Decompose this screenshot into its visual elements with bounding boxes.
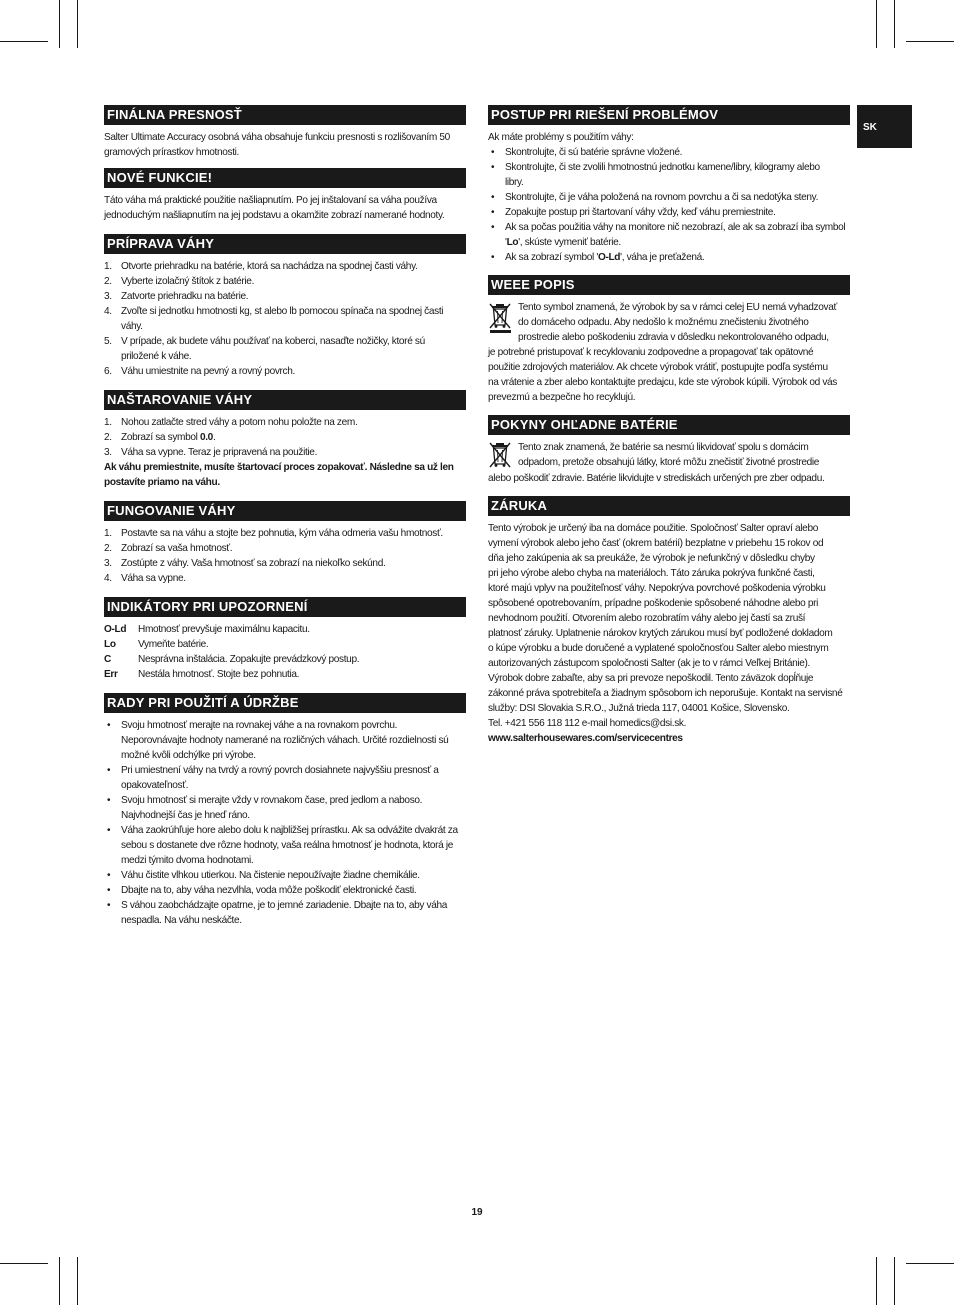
crop-mark	[0, 1263, 48, 1264]
list-item: • Váhu čistite vlhkou utierkou. Na čistenie nepoužívajte žiadne chemikálie.	[107, 870, 420, 881]
section-operation	[104, 501, 466, 586]
numbered-list	[104, 410, 466, 490]
list-item: • Svoju hmotnosť merajte na rovnakej váhe a na rovnakom povrchu. Neporovnávajte hodnoty namerané na rozličných váhach. Určité rozdielnosti sú možné kvôli odchýlke pri výrobe.	[107, 720, 449, 761]
section-body	[104, 188, 466, 223]
list-item: • Skontrolujte, či ste zvolili hmotnostnú jednotku kamene/libry, kilogramy alebo libry.	[491, 162, 820, 188]
text-line: nevhodnom použití. Otvorením alebo rozobratím váhy alebo jej častí sa zruší	[488, 613, 806, 624]
text-line: alebo poškodiť zdravie. Batérie likvidujte v strediskách určených pre zber odpadu.	[488, 473, 825, 484]
section-heading: WEEE POPIS	[488, 275, 850, 295]
text-line: jednoduchým našliapnutím na jej podstavu a okamžite zobrazí namerané hodnoty.	[104, 210, 445, 221]
crop-mark	[876, 1257, 877, 1305]
text-line: vymení výrobok alebo jeho časť (okrem batérií) bezplatne v priebehu 15 rokov od	[488, 538, 824, 549]
text-line: zákonné práva spotrebiteľa a žiadnym spôsobom ich neporušuje. Kontakt na servisné	[488, 688, 843, 699]
indicator-row: Lo Vymeňte batérie.	[104, 639, 209, 650]
list-item: • Skontrolujte, či sú batérie správne vložené.	[491, 147, 683, 158]
bullet-list	[104, 713, 466, 928]
list-item: • S váhou zaobchádzajte opatrne, je to jemné zariadenie. Dbajte na to, aby váha nespadla. Na váhu neskáčte.	[107, 900, 448, 926]
list-item: 2. Vyberte izolačný štítok z batérie.	[104, 276, 255, 287]
section-heading: ZÁRUKA	[488, 496, 850, 516]
section-heading: PRÍPRAVA VÁHY	[104, 234, 466, 254]
text-line: gramových prírastkov hmotnosti.	[104, 147, 240, 158]
section-warranty	[488, 496, 850, 746]
numbered-list	[104, 254, 466, 379]
right-column	[488, 105, 850, 752]
list-item: 4. Váha sa vypne.	[104, 573, 186, 584]
indicator-row: C Nesprávna inštalácia. Zopakujte prevádzkový postup.	[104, 654, 360, 665]
section-heading: NAŠTAROVANIE VÁHY	[104, 390, 466, 410]
section-heading: RADY PRI POUŽITÍ A ÚDRŽBE	[104, 693, 466, 713]
crop-mark	[876, 0, 877, 48]
text-line: použitie zdrojových materiálov. Ak chcete výrobok vrátiť, postupujte podľa systému	[488, 362, 828, 373]
crop-mark	[906, 41, 954, 42]
list-item: 3. Zatvorte priehradku na batérie.	[104, 291, 249, 302]
section-body	[488, 516, 850, 746]
section-starting-scale	[104, 390, 466, 490]
list-item: 5. V prípade, ak budete váhu používať na koberci, nasaďte nožičky, ktoré sú priložené k váhe.	[104, 336, 425, 362]
list-item: • Zopakujte postup pri štartovaní váhy vždy, keď váhu premiestnite.	[491, 207, 776, 218]
text-line: spôsobené opotrebovaním, prípadne poškodenie spôsobené náhodne alebo pri	[488, 598, 819, 609]
section-warning-indicators	[104, 597, 466, 682]
text-line: je potrebné pristupovať k recyklovaniu zodpovedne a propagovať tak opätovné	[488, 347, 814, 358]
language-tab: SK	[857, 105, 912, 148]
list-item: • Svoju hmotnosť si merajte vždy v rovnakom čase, pred jedlom a naboso. Najvhodnejší čas je hneď ráno.	[107, 795, 423, 821]
list-item: • Dbajte na to, aby váha nezvlhla, voda môže poškodiť elektronické časti.	[107, 885, 417, 896]
page-number: 19	[471, 1207, 483, 1218]
section-heading: FUNGOVANIE VÁHY	[104, 501, 466, 521]
section-weee	[488, 275, 850, 405]
section-heading: FINÁLNA PRESNOSŤ	[104, 105, 466, 125]
text-line: Výrobok dobre zabaľte, aby sa pri prevoze nepoškodil. Tento záväzok dopĺňuje	[488, 673, 814, 684]
list-item: 3. Zostúpte z váhy. Vaša hmotnosť sa zobrazí na niekoľko sekúnd.	[104, 558, 386, 569]
text-line: Tel. +421 556 118 112 e-mail homedics@dsi.sk.	[488, 718, 687, 729]
list-item: • Pri umiestnení váhy na tvrdý a rovný povrch dosiahnete najvyššiu presnosť a opakovateľnosť.	[107, 765, 439, 791]
list-item: • Skontrolujte, či je váha položená na rovnom povrchu a či sa nedotýka steny.	[491, 192, 819, 203]
numbered-list	[104, 521, 466, 586]
left-column	[104, 105, 466, 934]
indicator-code: C	[104, 654, 111, 665]
text-line: pri jeho výrobe alebo chyba na materiáloch. Táto záruka pokrýva funkčné časti,	[488, 568, 815, 579]
indicator-code: O-Ld	[104, 624, 127, 635]
crop-mark	[894, 1257, 895, 1305]
list-item: • Ak sa zobrazí symbol 'O-Ld', váha je preťažená.	[491, 252, 705, 263]
section-troubleshooting	[488, 105, 850, 265]
section-new-features	[104, 168, 466, 223]
text-line: dňa jeho zakúpenia ak sa preukáže, že výrobok je nefunkčný v dôsledku chyby	[488, 553, 815, 564]
display-symbol: 0.0	[199, 432, 213, 443]
text-line: autorizovaných zástupcom spoločnosti Salter (ak je to v rámci Veľkej Británie).	[488, 658, 810, 669]
text-line: do domáceho odpadu. Aby nedošlo k možnému znečisteniu životného	[518, 317, 809, 328]
section-battery-instructions	[488, 415, 850, 486]
display-symbol: O-Ld	[597, 252, 621, 263]
list-item: 1. Postavte sa na váhu a stojte bez pohnutia, kým váha odmeria vašu hmotnosť.	[104, 528, 443, 539]
list-item: • Váha zaokrúhľuje hore alebo dolu k najbližšej prírastku. Ak sa odvážite dvakrát za sebou s dostanete dve rôzne hodnoty, vaša reálna hmotnosť je hodnota, ktorá je medzi týmito dvoma hodnotami.	[107, 825, 458, 866]
section-heading: INDIKÁTORY PRI UPOZORNENÍ	[104, 597, 466, 617]
list-item: • Ak sa počas použitia váhy na monitore nič nezobrazí, ale ak sa zobrazí iba symbol 'Lo', skúste vymeniť batérie.	[491, 222, 846, 248]
crop-mark	[906, 1263, 954, 1264]
list-item: 6. Váhu umiestnite na pevný a rovný povrch.	[104, 366, 295, 377]
service-centres-link[interactable]: www.salterhousewares.com/servicecentres	[488, 733, 683, 744]
section-tips-maintenance	[104, 693, 466, 928]
list-item: 2. Zobrazí sa symbol 0.0.	[104, 432, 216, 443]
crop-mark	[77, 0, 78, 48]
crop-mark	[59, 1257, 60, 1305]
crossed-bin-icon	[488, 301, 515, 333]
section-final-accuracy	[104, 105, 466, 160]
section-heading: POSTUP PRI RIEŠENÍ PROBLÉMOV	[488, 105, 850, 125]
display-symbol: Lo	[506, 237, 519, 248]
text-line: Tento znak znamená, že batérie sa nesmú likvidovať spolu s domácim	[518, 442, 809, 453]
list-item: 1. Otvorte priehradku na batérie, ktorá sa nachádza na spodnej časti váhy.	[104, 261, 418, 272]
indicator-row: O-Ld Hmotnosť prevyšuje maximálnu kapacitu.	[104, 624, 310, 635]
text-line: odpadom, pretože obsahujú látky, ktoré môžu znečistiť životné prostredie	[518, 457, 820, 468]
crop-mark	[0, 41, 48, 42]
list-item: 1. Nohou zatlačte stred váhy a potom nohu položte na zem.	[104, 417, 358, 428]
section-heading: NOVÉ FUNKCIE!	[104, 168, 466, 188]
indicator-list	[104, 617, 466, 682]
text-line: služby: DSI Slovakia S.R.O., Južná trieda 117, 04001 Košice, Slovensko.	[488, 703, 790, 714]
section-body	[488, 435, 850, 486]
section-body	[488, 295, 850, 405]
indicator-code: Lo	[104, 639, 116, 650]
indicator-code: Err	[104, 669, 118, 680]
bullet-list	[488, 125, 850, 265]
text-line: o kúpe výrobku a bude doručené a vyplatené spoločnosťou Salter alebo miestnym	[488, 643, 829, 654]
intro-text: Ak máte problémy s použitím váhy:	[488, 132, 634, 143]
text-line: prostredie alebo poškodeniu zdravia v dôsledku nekontrolovaného odpadu,	[518, 332, 829, 343]
section-preparation	[104, 234, 466, 379]
list-item: 4. Zvoľte si jednotku hmotnosti kg, st alebo lb pomocou spínača na spodnej časti váhy.	[104, 306, 444, 332]
text-line: Tento symbol znamená, že výrobok by sa v rámci celej EU nemá vyhadzovať	[518, 302, 837, 313]
section-body	[104, 125, 466, 160]
list-item: 2. Zobrazí sa vaša hmotnosť.	[104, 543, 233, 554]
list-item: 3. Váha sa vypne. Teraz je pripravená na použitie.	[104, 447, 318, 458]
text-line: ktoré majú vplyv na použiteľnosť váhy. Nepokrýva povrchové poškodenia výrobku	[488, 583, 826, 594]
text-line: Tento výrobok je určený iba na domáce použitie. Spoločnosť Salter opraví alebo	[488, 523, 818, 534]
text-line: prevezmú a bezpečne ho recyklujú.	[488, 392, 636, 403]
crossed-bin-icon	[488, 441, 515, 471]
crop-mark	[77, 1257, 78, 1305]
crop-mark	[894, 0, 895, 48]
section-heading: POKYNY OHĽADNE BATÉRIE	[488, 415, 850, 435]
indicator-row: Err Nestála hmotnosť. Stojte bez pohnutia.	[104, 669, 300, 680]
text-line: na vrátenie a zber alebo kontaktujte predajcu, kde ste výrobok kúpili. Výrobok od vás	[488, 377, 837, 388]
text-line: Táto váha má praktické použitie našliapnutím. Po jej inštalovaní sa váha používa	[104, 195, 437, 206]
text-line: platnosť záruky. Uplatnenie nárokov krytých zárukou musí byť podložené dokladom	[488, 628, 833, 639]
text-line: Salter Ultimate Accuracy osobná váha obsahuje funkciu presnosti s rozlišovaním 50	[104, 132, 450, 143]
bold-note: Ak váhu premiestnite, musíte štartovací proces zopakovať. Následne sa už len postavíte priamo na váhu.	[104, 462, 454, 488]
crop-mark	[59, 0, 60, 48]
